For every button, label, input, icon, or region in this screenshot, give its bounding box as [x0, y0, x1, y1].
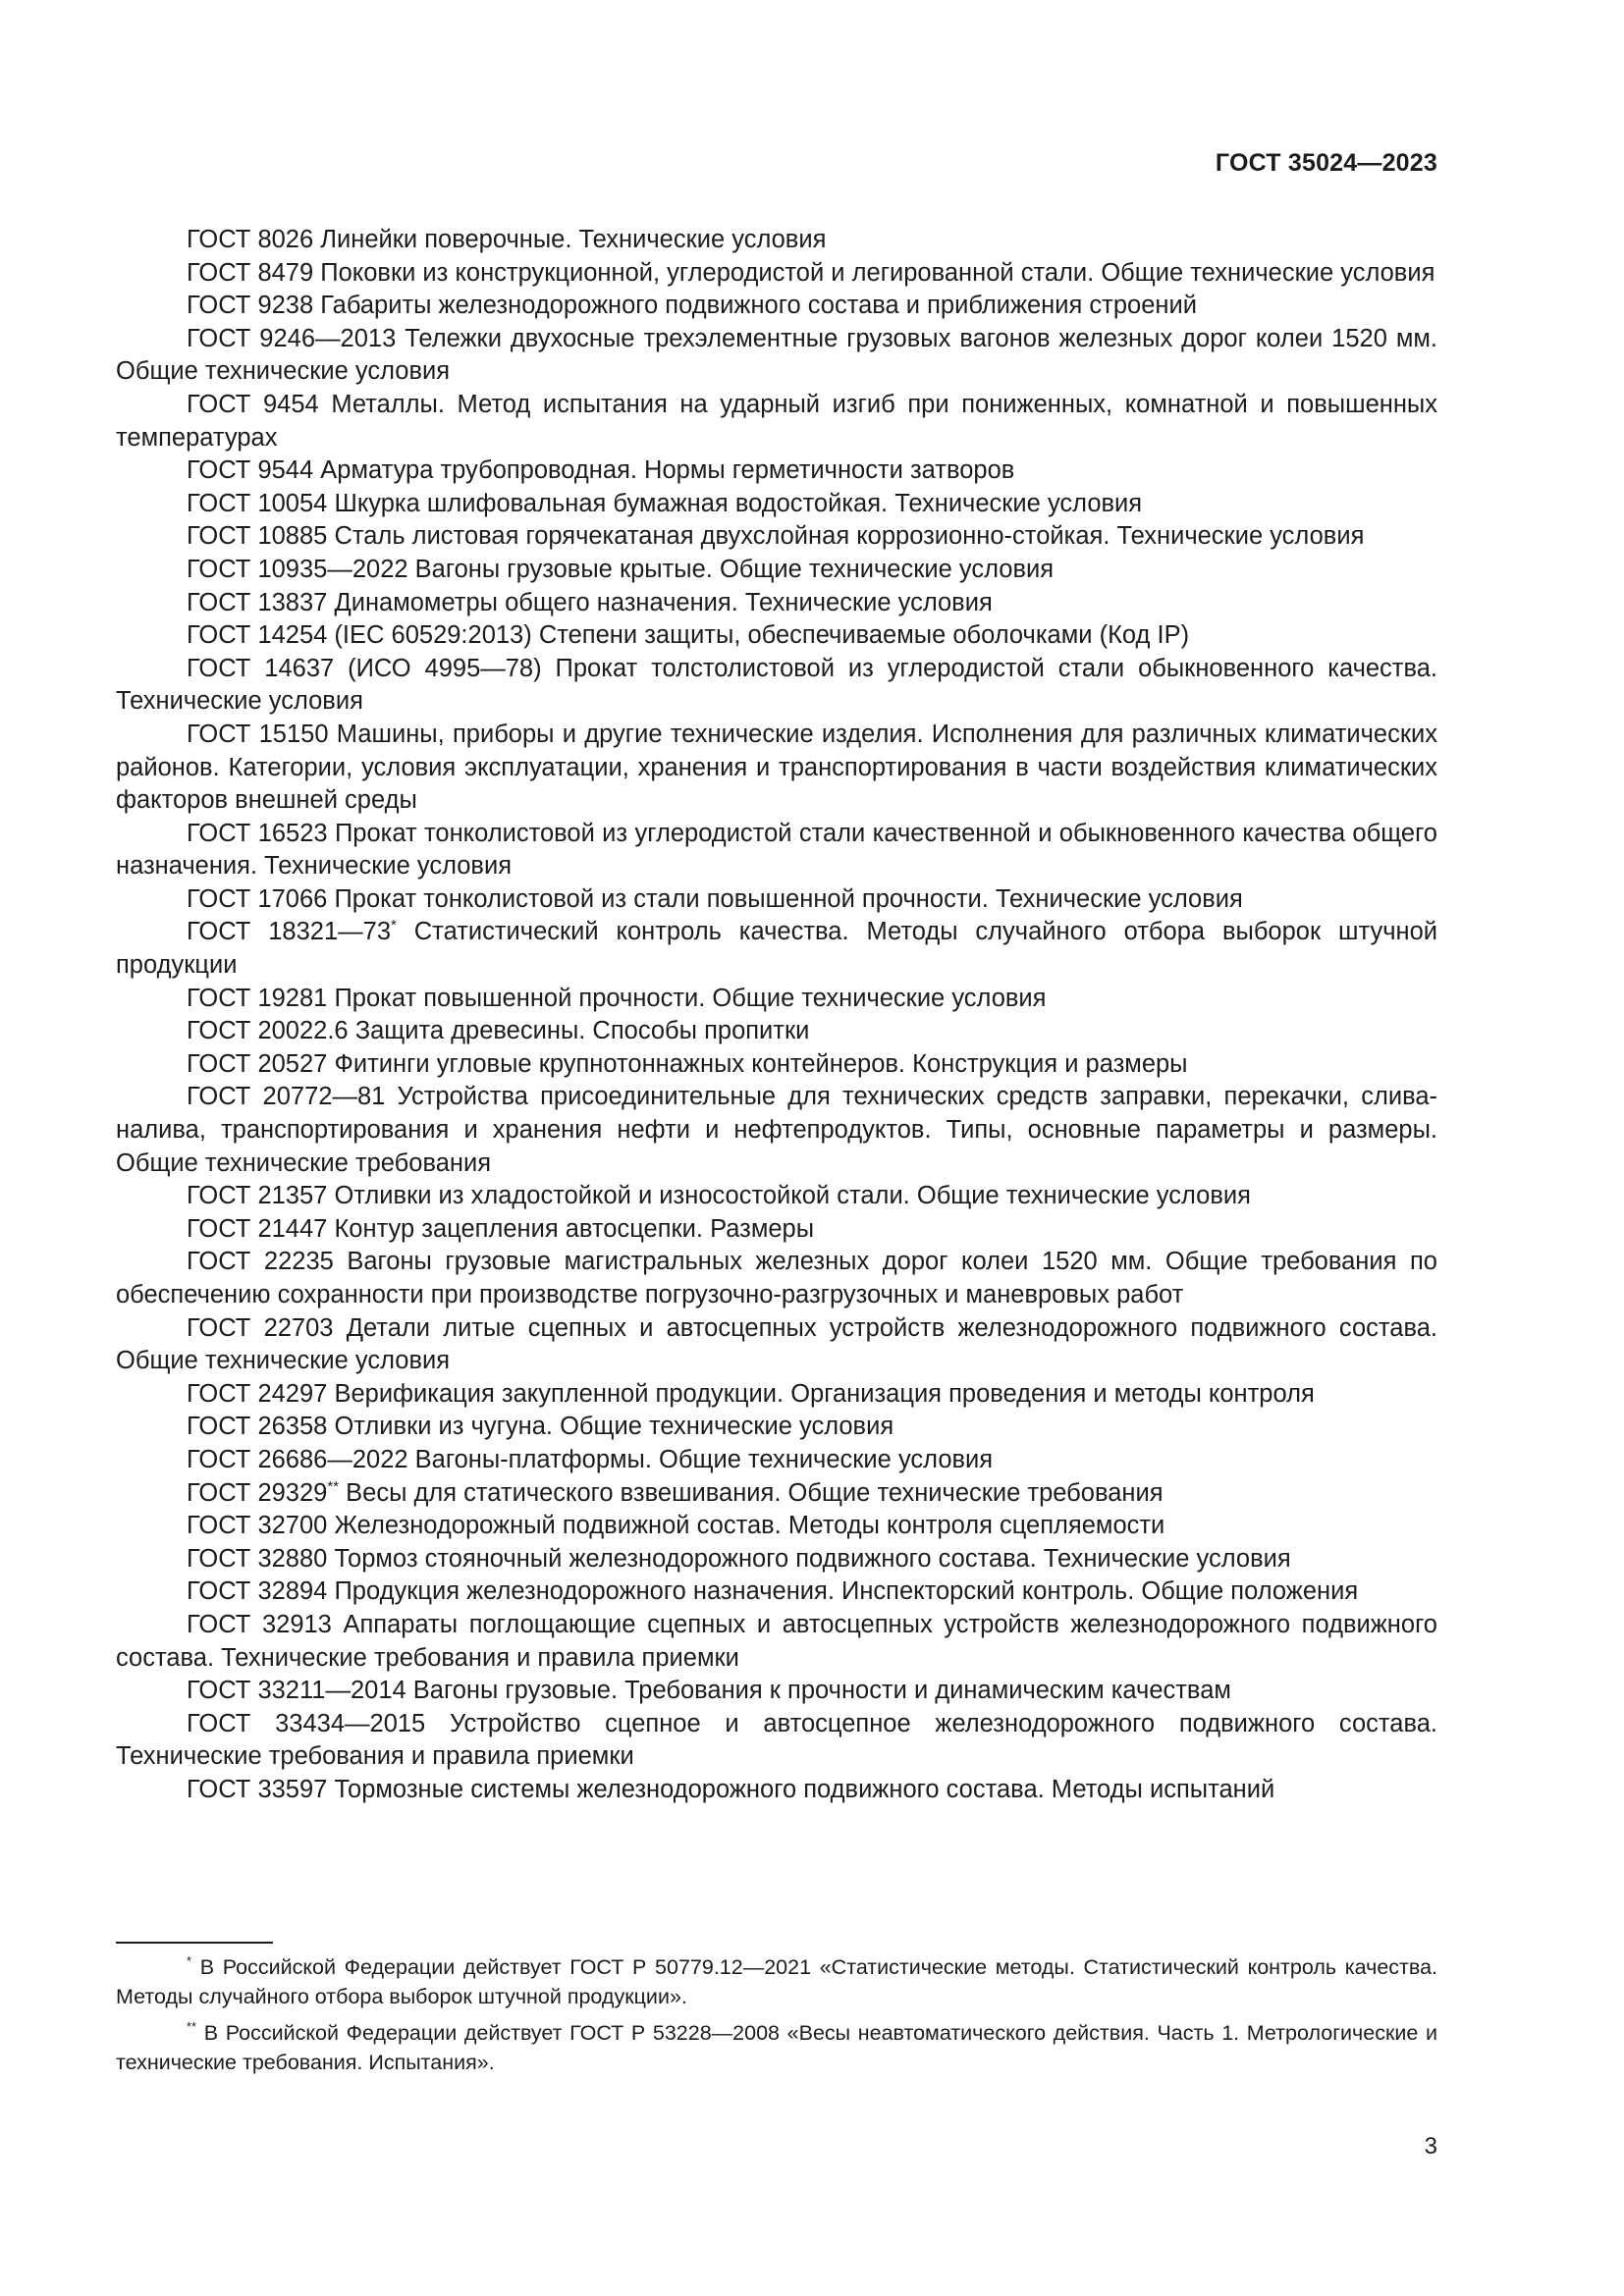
reference-code: ГОСТ 32880	[187, 1544, 328, 1573]
reference-title: Сталь листовая горячекатаная двухслойная коррозионно-стойкая. Технические условия	[327, 522, 1365, 551]
reference-item	[116, 1543, 1437, 1576]
reference-title: Прокат толстолистовой из углеродистой стали обыкновенного качества. Технические условия	[116, 654, 1437, 716]
reference-title: Вагоны грузовые крытые. Общие технические условия	[407, 555, 1055, 583]
reference-code: ГОСТ 22703	[187, 1313, 334, 1342]
reference-item	[116, 454, 1437, 488]
reference-code: ГОСТ 22235	[187, 1248, 334, 1276]
reference-item	[116, 1048, 1437, 1082]
reference-code: ГОСТ 26358	[187, 1413, 328, 1441]
reference-item	[116, 653, 1437, 719]
reference-title: Тележки двухосные трехэлементные грузовых вагонов железных дорог колеи 1520 мм. Общие технические условия	[116, 324, 1437, 386]
reference-code: ГОСТ 9544	[187, 456, 314, 485]
reference-title: Шкурка шлифовальная бумажная водостойкая. Технические условия	[327, 489, 1143, 517]
reference-item	[116, 1246, 1437, 1311]
reference-item	[116, 619, 1437, 653]
reference-item	[116, 290, 1437, 323]
footnote-marker: **	[327, 1477, 340, 1495]
reference-title: Вагоны грузовые. Требования к прочности и динамическим качествам	[406, 1677, 1231, 1705]
reference-title: Тормоз стояночный железнодорожного подвижного состава. Технические условия	[327, 1544, 1291, 1573]
footnote	[116, 2018, 1437, 2077]
reference-title: Металлы. Метод испытания на ударный изгиб при пониженных, комнатной и повышенных температурах	[116, 390, 1437, 452]
reference-code: ГОСТ 9238	[187, 292, 314, 320]
reference-code: ГОСТ 13837	[187, 588, 328, 616]
reference-item	[116, 1774, 1437, 1807]
footnote-separator	[116, 1942, 273, 1944]
reference-item	[116, 916, 1437, 982]
reference-item	[116, 719, 1437, 818]
reference-item	[116, 520, 1437, 554]
reference-title: Динамометры общего назначения. Технические условия	[327, 588, 993, 616]
reference-title: Тормозные системы железнодорожного подвижного состава. Методы испытаний	[327, 1775, 1275, 1803]
reference-item	[116, 257, 1437, 291]
reference-item	[116, 883, 1437, 917]
reference-code: ГОСТ 26686—2022	[187, 1445, 408, 1473]
reference-item	[116, 1675, 1437, 1708]
reference-code: ГОСТ 16523	[187, 819, 328, 847]
reference-code: ГОСТ 24297	[187, 1379, 328, 1408]
reference-code: ГОСТ 32700	[187, 1512, 328, 1540]
reference-code: ГОСТ 15150	[187, 720, 329, 748]
reference-item	[116, 1378, 1437, 1412]
reference-item	[116, 389, 1437, 454]
reference-code: ГОСТ 14637 (ИСО 4995—78)	[187, 654, 542, 682]
reference-item	[116, 224, 1437, 257]
reference-title: Вагоны-платформы. Общие технические условия	[407, 1445, 994, 1473]
reference-title: Прокат тонколистовой из стали повышенной прочности. Технические условия	[327, 884, 1243, 913]
reference-item	[116, 1411, 1437, 1444]
reference-item	[116, 1213, 1437, 1247]
reference-code: ГОСТ 19281	[187, 984, 328, 1012]
reference-item	[116, 488, 1437, 521]
reference-item	[116, 1015, 1437, 1048]
reference-code: ГОСТ 21357	[187, 1182, 328, 1210]
reference-code: ГОСТ 33211—2014	[187, 1677, 406, 1705]
reference-item	[116, 1444, 1437, 1477]
reference-title: Защита древесины. Способы пропитки	[348, 1017, 810, 1045]
reference-code: ГОСТ 18321—73	[187, 918, 392, 946]
reference-code: ГОСТ 9454	[187, 390, 319, 418]
reference-title: Вагоны грузовые магистральных железных дорог колеи 1520 мм. Общие требования по обеспечению сохранности при производстве погрузочно-разгрузочных и маневровых работ	[116, 1248, 1437, 1308]
reference-title: Устройство сцепное и автосцепное железнодорожного подвижного состава. Технические требования и правила приемки	[116, 1709, 1437, 1771]
reference-title: Устройства присоединительные для технических средств заправки, перекачки, слива-налива, транспортирования и хранения нефти и нефтепродуктов. Типы, основные параметры и размеры. Общие технические требования	[116, 1083, 1438, 1177]
reference-title: Железнодорожный подвижной состав. Методы контроля сцепляемости	[327, 1512, 1165, 1540]
reference-title: Продукция железнодорожного назначения. Инспекторский контроль. Общие положения	[327, 1577, 1359, 1606]
reference-code: ГОСТ 29329	[187, 1478, 328, 1507]
reference-title: Арматура трубопроводная. Нормы герметичности затворов	[313, 456, 1015, 485]
footnote-marker: *	[187, 1953, 192, 1968]
footnote-marker: *	[391, 917, 397, 934]
reference-code: ГОСТ 8479	[187, 258, 314, 287]
reference-title: Детали литые сцепных и автосцепных устройств железнодорожного подвижного состава. Общие технические условия	[116, 1313, 1437, 1375]
reference-item	[116, 983, 1437, 1016]
reference-title: Контур зацепления автосцепки. Размеры	[327, 1214, 815, 1243]
reference-item	[116, 323, 1437, 389]
reference-title: Машины, приборы и другие технические изделия. Исполнения для различных климатических районов. Категории, условия эксплуатации, хранения и транспортирования в части воздействия климатических факторов внешней среды	[116, 720, 1437, 815]
reference-title: Линейки поверочные. Технические условия	[313, 226, 827, 253]
reference-title: Поковки из конструкционной, углеродистой и легированной стали. Общие технические условия	[313, 258, 1435, 287]
reference-item	[116, 587, 1437, 620]
reference-title: Прокат тонколистовой из углеродистой стали качественной и обыкновенного качества общего назначения. Технические условия	[116, 819, 1437, 881]
reference-code: ГОСТ 10885	[187, 522, 328, 551]
document-id-header: ГОСТ 35024—2023	[1215, 149, 1437, 177]
reference-code: ГОСТ 33597	[187, 1775, 328, 1803]
reference-title: Габариты железнодорожного подвижного состава и приближения строений	[313, 292, 1197, 320]
reference-item	[116, 1708, 1437, 1774]
page-number: 3	[1424, 2133, 1437, 2160]
normative-references-list	[116, 224, 1437, 1807]
reference-title: Отливки из чугуна. Общие технические условия	[327, 1413, 894, 1441]
reference-item	[116, 1081, 1437, 1180]
reference-code: ГОСТ 32913	[187, 1610, 332, 1638]
reference-item	[116, 1510, 1437, 1543]
reference-code: ГОСТ 32894	[187, 1577, 328, 1606]
reference-code: ГОСТ 21447	[187, 1214, 328, 1243]
reference-item	[116, 818, 1437, 883]
footnotes	[116, 1952, 1437, 2084]
reference-title: Верификация закупленной продукции. Организация проведения и методы контроля	[327, 1379, 1315, 1408]
reference-item	[116, 1180, 1437, 1213]
footnote-marker: **	[187, 2019, 197, 2034]
reference-code: ГОСТ 20527	[187, 1049, 328, 1078]
reference-item	[116, 554, 1437, 587]
reference-code: ГОСТ 20022.6	[187, 1017, 349, 1045]
reference-code: ГОСТ 33434—2015	[187, 1709, 426, 1737]
footnote-text: В Российской Федерации действует ГОСТ Р 53228—2008 «Весы неавтоматического действия. Часть 1. Метрологические и технические требования. Испытания».	[116, 2021, 1437, 2074]
reference-item	[116, 1312, 1437, 1378]
reference-title: Отливки из хладостойкой и износостойкой стали. Общие технические условия	[327, 1182, 1251, 1210]
reference-title: Статистический контроль качества. Методы случайного отбора выборок штучной продукции	[116, 918, 1437, 980]
reference-item	[116, 1609, 1437, 1675]
reference-title: Весы для статического взвешивания. Общие технические требования	[339, 1478, 1164, 1507]
reference-item	[116, 1477, 1437, 1511]
reference-code: ГОСТ 17066	[187, 884, 328, 913]
reference-title: Фитинги угловые крупнотоннажных контейнеров. Конструкция и размеры	[327, 1049, 1188, 1078]
footnote	[116, 1952, 1437, 2011]
reference-code: ГОСТ 20772—81	[187, 1083, 386, 1111]
reference-code: ГОСТ 10935—2022	[187, 555, 408, 583]
reference-code: ГОСТ 14254 (IEC 60529:2013)	[187, 621, 532, 650]
reference-code: ГОСТ 10054	[187, 489, 328, 517]
reference-code: ГОСТ 9246—2013	[187, 324, 397, 352]
reference-item	[116, 1575, 1437, 1609]
footnote-text: В Российской Федерации действует ГОСТ Р 50779.12—2021 «Статистические методы. Статистический контроль качества. Методы случайного отбора выборок штучной продукции».	[116, 1955, 1437, 2008]
reference-title: Аппараты поглощающие сцепных и автосцепных устройств железнодорожного подвижного состава. Технические требования и правила приемки	[116, 1610, 1437, 1672]
reference-title: Степени защиты, обеспечиваемые оболочками (Код IP)	[531, 621, 1190, 650]
reference-code: ГОСТ 8026	[187, 226, 314, 253]
reference-title: Прокат повышенной прочности. Общие технические условия	[327, 984, 1047, 1012]
